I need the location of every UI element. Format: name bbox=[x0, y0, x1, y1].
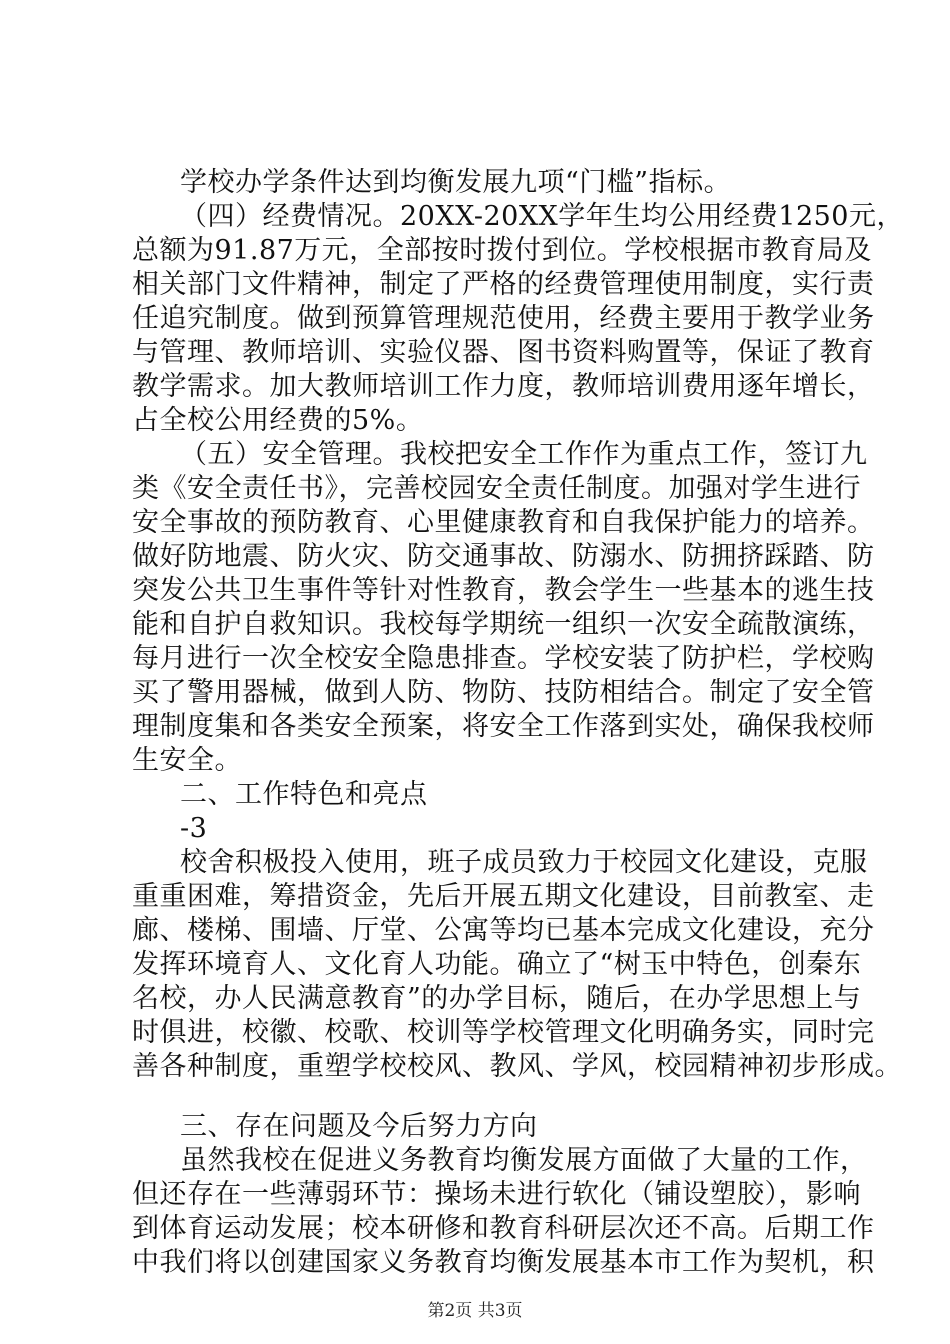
text-line: 每月进行一次全校安全隐患排查。学校安装了防护栏，学校购 bbox=[132, 643, 875, 674]
section-heading: 三、存在问题及今后努力方向 bbox=[180, 1111, 538, 1142]
text-line: 时俱进，校徽、校歌、校训等学校管理文化明确务实，同时完 bbox=[132, 1017, 875, 1048]
text-line: 类《安全责任书》，完善校园安全责任制度。加强对学生进行 bbox=[132, 473, 861, 504]
text-line: 总额为91.87万元，全部按时拨付到位。学校根据市教育局及 bbox=[132, 235, 872, 266]
text-line: 发挥环境育人、文化育人功能。确立了“树玉中特色，创秦东 bbox=[132, 949, 862, 980]
text-line: 相关部门文件精神，制定了严格的经费管理使用制度，实行责 bbox=[132, 269, 875, 300]
text-line: （五）安全管理。我校把安全工作作为重点工作，签订九 bbox=[180, 439, 868, 470]
text-line: 善各种制度，重塑学校校风、教风、学风，校园精神初步形成。 bbox=[132, 1051, 902, 1082]
text-line: 突发公共卫生事件等针对性教育，教会学生一些基本的逃生技 bbox=[132, 575, 875, 606]
page-footer: 第2页 共3页 bbox=[427, 1301, 523, 1321]
text-line: 任追究制度。做到预算管理规范使用，经费主要用于教学业务 bbox=[132, 303, 875, 334]
section-heading: 二、工作特色和亮点 bbox=[180, 779, 428, 810]
text-line: 虽然我校在促进义务教育均衡发展方面做了大量的工作， bbox=[180, 1145, 868, 1176]
text-line: 校舍积极投入使用，班子成员致力于校园文化建设，克服 bbox=[180, 847, 868, 878]
text-line: （四）经费情况。20XX-20XX学年生均公用经费1250元， bbox=[180, 201, 904, 232]
text-line: 但还存在一些薄弱环节：操场未进行软化（铺设塑胶），影响 bbox=[132, 1179, 861, 1210]
text-line: 学校办学条件达到均衡发展九项“门槛”指标。 bbox=[180, 167, 732, 198]
text-line: 名校，办人民满意教育”的办学目标，随后，在办学思想上与 bbox=[132, 983, 862, 1014]
text-line: 占全校公用经费的5%。 bbox=[132, 405, 424, 436]
text-line: 到体育运动发展；校本研修和教育科研层次还不高。后期工作 bbox=[132, 1213, 875, 1244]
text-line: 教学需求。加大教师培训工作力度，教师培训费用逐年增长， bbox=[132, 371, 875, 402]
text-line: 做好防地震、防火灾、防交通事故、防溺水、防拥挤踩踏、防 bbox=[132, 541, 875, 572]
text-line: 重重困难，筹措资金，先后开展五期文化建设，目前教室、走 bbox=[132, 881, 875, 912]
text-line: 理制度集和各类安全预案，将安全工作落到实处，确保我校师 bbox=[132, 711, 875, 742]
page-marker: -3 bbox=[180, 813, 208, 844]
text-line: 与管理、教师培训、实验仪器、图书资料购置等，保证了教育 bbox=[132, 337, 875, 368]
text-line: 买了警用器械，做到人防、物防、技防相结合。制定了安全管 bbox=[132, 677, 875, 708]
text-line: 能和自护自救知识。我校每学期统一组织一次安全疏散演练， bbox=[132, 609, 875, 640]
text-line: 中我们将以创建国家义务教育均衡发展基本市工作为契机，积 bbox=[132, 1247, 875, 1278]
text-line: 生安全。 bbox=[132, 745, 242, 776]
text-line: 安全事故的预防教育、心里健康教育和自我保护能力的培养。 bbox=[132, 507, 875, 538]
text-line: 廊、楼梯、围墙、厅堂、公寓等均已基本完成文化建设，充分 bbox=[132, 915, 875, 946]
